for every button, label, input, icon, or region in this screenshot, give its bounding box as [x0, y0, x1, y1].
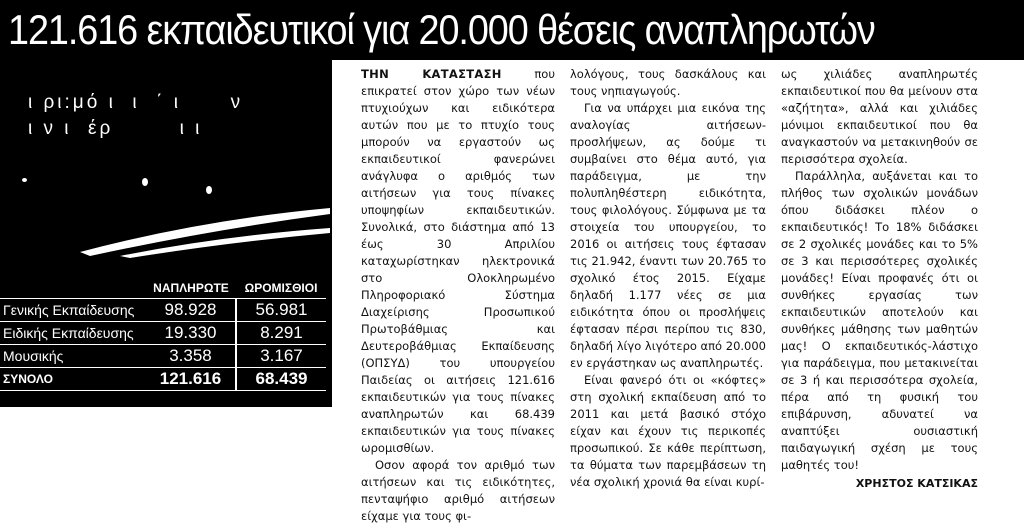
article-paragraph: Οσον αφορά τον αριθμό των αιτήσεων και τις ειδικότητες, πενταψήφιο αριθμό αιτήσεων είχαμε για τους φι- [361, 458, 555, 523]
row-value-a: 19.330 [146, 322, 236, 345]
total-value-b: 68.439 [236, 368, 326, 391]
total-label: ΣΥΝΟΛΟ [0, 368, 146, 391]
row-label: Γενικής Εκπαίδευσης [0, 299, 146, 322]
table-header-empty [0, 278, 146, 299]
row-value-b: 56.981 [236, 299, 326, 322]
article-paragraph: Για να υπάρχει μια εικόνα της αναλογίας αιτήσεων-προσλήψεων, ας δούμε τι συμβαίνει στο θέμα αυτό, για παράδειγμα, με την πολυπληθέστερη ειδικότητα, τους φιλολόγους. Σύμφωνα με τα στοιχεία του υπουργείου, το 2016 οι αιτήσεις τους έφτασαν τις 21.942, έναντι των 20.765 το σχολικό έτος 2015. Είχαμε δηλαδή 1.177 νέες σε μια ειδικότητα όπου οι προσλήψεις έφτασαν πέρσι περίπου τις 830, δηλαδή λίγο λιγότερο από 20.000 εν εργάστηκαν ως αναπληρωτές. [570, 101, 766, 370]
table-header-col-a: ΝΑΠΛΗΡΩΤΕ [153, 281, 229, 295]
row-label: Ειδικής Εκπαίδευσης [0, 322, 146, 345]
table-row [0, 345, 326, 368]
article-paragraph: ως χιλιάδες αναπληρωτές εκπαιδευτικοί που θα μείνουν στα «αζήτητα», αλλά και χιλιάδες μόνιμοι εκπαιδευτικοί που θα αναγκαστούν να μετακινηθούν σε περισσότερα σχολεία. [781, 67, 978, 166]
total-value-a: 121.616 [146, 368, 236, 391]
infographic-line-2: ι ν ι έρ ι ι [28, 118, 203, 139]
row-value-a: 3.358 [146, 345, 236, 368]
page-headline: 121.616 εκπαιδευτικοί για 20.000 θέσεις αναπληρωτών [8, 6, 875, 53]
article-lead: ΤΗΝ ΚΑΤΑΣΤΑΣΗ [361, 67, 502, 81]
article-byline: ΧΡΗΣΤΟΣ ΚΑΤΣΙΚΑΣ [855, 477, 978, 490]
table-total-row [0, 368, 326, 391]
article-column-2 [570, 66, 766, 491]
table-row [0, 322, 326, 345]
row-value-b: 3.167 [236, 345, 326, 368]
table-row [0, 299, 326, 322]
table-header-col-b: ΩΡΟΜΙΣΘΙΟΙ [244, 281, 318, 295]
row-label: Μουσικής [0, 345, 146, 368]
article-paragraph: λολόγους, τους δασκάλους και τους νηπιαγωγούς. [570, 67, 766, 98]
infographic-line-1: ι ρι:μό ι ι ΄ ι ν [28, 92, 244, 113]
stats-table [0, 278, 326, 391]
decor-dot-2 [206, 186, 212, 194]
row-value-a: 98.928 [146, 299, 236, 322]
row-value-b: 8.291 [236, 322, 326, 345]
wing-graphic [80, 200, 330, 260]
article-paragraph [361, 66, 555, 457]
infographic-panel [0, 60, 332, 407]
table-header-row [0, 278, 326, 299]
article-paragraph: Είναι φανερό ότι οι «κόφτες» στη σχολική εκπαίδευση από το 2011 και μετά βασικό στόχο είχαν και έχουν τις περικοπές προσωπικού. Σε κάθε περίπτωση, τα θύματα των παρεμβάσεων τη νέα σχολική χρονιά θα είναι κυρί- [570, 373, 766, 489]
article-column-3 [781, 66, 978, 492]
headline-bar [0, 0, 1024, 60]
decor-dot-1 [142, 178, 148, 186]
article-column-1 [361, 66, 555, 525]
decor-dot-3 [22, 178, 27, 182]
article-lead-rest: που επικρατεί στον χώρο των νέων πτυχιούχων και ειδικότερα αυτών που με το πτυχίο τους μπορούν να εργαστούν ως εκπαιδευτικοί φανερώνει ανάγλυφα ο αριθμός των αιτήσεων για τους πίνακες υποψηφίων εκπαιδευτικών. Συνολικά, στο διάστημα από 13 έως 30 Απριλίου καταχωρίστηκαν ηλεκτρονικά στο Ολοκληρωμένο Πληροφοριακό Σύστημα Διαχείρισης Προσωπικού Πρωτοβάθμιας και Δευτεροβάθμιας Εκπαίδευσης (ΟΠΣΥΔ) του υπουργείου Παιδείας οι αιτήσεις 121.616 εκπαιδευτικών για τους πίνακες αναπληρωτών και 68.439 εκπαιδευτικών για τους πίνακες ωρομισθίων. [361, 67, 555, 455]
article-paragraph: Παράλληλα, αυξάνεται και το πλήθος των σχολικών μονάδων όπου διδάσκει πλέον ο εκπαιδευτικός! Το 18% διδάσκει σε 2 σχολικές μονάδες και το 5% σε 3 και περισσότερες σχολικές μονάδες! Είναι προφανές ότι οι συνθήκες εργασίας των εκπαιδευτικών αποτελούν και συνθήκες μάθησης των μαθητών μας! Ο εκπαιδευτικός-λάστιχο για παράδειγμα, που μετακινείται σε 3 ή και περισσότερα σχολεία, πέρα από τη φυσική του επιβάρυνση, αδυνατεί να αναπτύξει ουσιαστική παιδαγωγική σχέση με τους μαθητές του! [781, 169, 978, 472]
infographic-caption [28, 90, 243, 142]
